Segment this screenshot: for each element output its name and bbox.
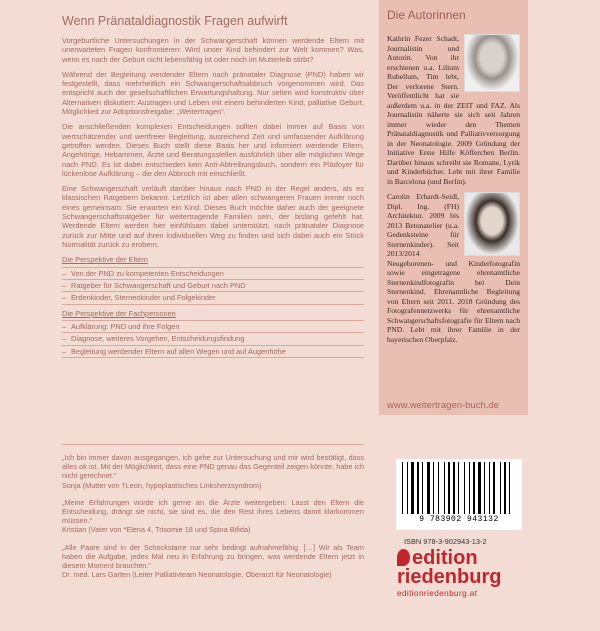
author-bio-text: Kathrin Fezer Schadt, Journalistin und Autorin. Von ihr erschienen u.a. Lilium Rubellum, Tim lebt, Der verlorene Stern. Veröffentlicht hat sie außerdem u.a. in der ZEIT und FAZ. Als Journalistin näherte sie sich seit Jahren immer wieder den Themen Pränataldiagnostik und Palliativversorgung in der Neonatologie. 2009 Gründung der Initiative Erste Hilfe Köfferchen Berlin. Darüber hinaus schreibt sie Romane, Lyrik und Kinderbücher. Lebt mit ihrer Familie in Barcelona (und Berlin). bbox=[387, 34, 520, 186]
barcode-bar bbox=[478, 462, 481, 514]
barcode-bar bbox=[448, 462, 450, 514]
list-item: – Erdenkinder, Sternenkinder und Folgekinder bbox=[62, 292, 364, 304]
barcode-bar bbox=[440, 462, 443, 514]
barcode-bar bbox=[464, 462, 465, 514]
quote-author: Kristian (Vater von *Elena 4, Trisomie 18 und Spina Bifida) bbox=[62, 525, 251, 535]
barcode-bar bbox=[491, 462, 492, 514]
author-bio-2 bbox=[379, 192, 528, 344]
barcode-bar bbox=[444, 462, 445, 514]
author-portrait-photo bbox=[464, 192, 520, 256]
barcode-bar bbox=[451, 462, 452, 514]
quote-author: Dr. med. Lars Garten (Leiter Palliativteam Neonatologie, Oberarzt für Neonatologie) bbox=[62, 570, 332, 580]
author-portrait-photo bbox=[464, 34, 520, 92]
barcode-bar bbox=[446, 462, 447, 514]
professionals-list bbox=[62, 320, 364, 358]
blurb-paragraph: Während der Begleitung werdender Eltern nach pränataler Diagnose (PND) haben wir festgestellt, dass mehrheitlich ein Schwangerschaftsabbruch vorgenommen wird. Das entspricht auch der gesellschaftlichen Erwartungshaltung. Nur selten wird konstruktiv über Alternativen diskutiert: Austragen und Leben mit einem behinderten Kind, palliative Geburt, Möglichkeit zur Adoptionsfreigabe: „Weitertragen“. bbox=[62, 69, 364, 117]
quote-text: „Ich bin immer davon ausgegangen, ich gehe zur Untersuchung und mir wird bestätigt, dass alles ok ist. Mit der Möglichkeit, dass eine PND genau das Gegenteil zeigen könnte, habe ich nicht gerechnet.“ bbox=[62, 453, 364, 481]
authors-heading: Die Autorinnen bbox=[387, 8, 466, 22]
blurb-paragraph: Vorgeburtliche Untersuchungen in der Schwangerschaft können werdende Eltern mit unerwarteten Fragen konfrontieren: Wird unser Kind behindert zur Welt kommen? Was, wenn es nach der Geburt nicht lebensfähig ist oder noch im Mutterleib stirbt? bbox=[62, 36, 364, 64]
barcode-bar bbox=[486, 462, 488, 514]
barcode-bar bbox=[507, 462, 508, 514]
barcode-bar bbox=[484, 462, 485, 514]
barcode-bar bbox=[417, 462, 419, 514]
barcode-bar bbox=[433, 462, 434, 514]
barcode-bar bbox=[473, 462, 475, 514]
barcode-bars bbox=[402, 462, 516, 514]
testimonial-quote bbox=[62, 453, 364, 490]
publisher-name-line1: edition bbox=[412, 547, 478, 569]
barcode-bar bbox=[435, 462, 437, 514]
isbn-label: ISBN 978-3-902943-13-2 bbox=[404, 537, 487, 546]
barcode-bar bbox=[409, 462, 410, 514]
barcode-bar bbox=[431, 462, 432, 514]
parents-list bbox=[62, 267, 364, 305]
publisher-url[interactable]: editionriedenburg.at bbox=[397, 589, 478, 598]
barcode-bar bbox=[407, 462, 408, 514]
quotes-divider bbox=[62, 444, 364, 445]
quote-text: „Alle Paare sind in der Schockstarre nur sehr bedingt aufnahmefähig. […] Wir als Team haben die Aufgabe, jedes Mal neu in Erfahrung zu bringen, was werdende Eltern jetzt in diesem Moment brauchen.“ bbox=[62, 542, 364, 571]
quote-author: Sonja (Mutter von †Leon, hypoplastisches Linksherzsyndrom) bbox=[62, 480, 262, 490]
barcode-bar bbox=[456, 462, 457, 514]
list-item: – Von der PND zu kompetenten Entscheidungen bbox=[62, 267, 364, 280]
barcode-bar bbox=[415, 462, 416, 514]
authors-sidebar bbox=[379, 0, 528, 415]
barcode-bar bbox=[427, 462, 430, 514]
barcode-bar bbox=[411, 462, 414, 514]
quote-text: „Meine Erfahrungen würde ich gerne an die Ärzte weitergeben: Lasst den Eltern die Entscheidung, drängt sie nicht, sie sind es, die den Rest ihres Lebens damit klarkommen müssen.“ bbox=[62, 497, 364, 526]
blurb-paragraph: Die anschließenden komplexen Entscheidungen sollten dabei immer auf Basis von wertschätzender und wertfreier Begleitung, ausreichend Zeit und umfassender Aufklärung getroffen werden. Dieses Buch stellt diese Basis her und informiert werdende Eltern, Angehörige, Hebammen, Ärzte und Beratungsstellen ausführlich über alle möglichen Wege nach PND. Es ist dabei entschieden kein Anti-Abtreibungsbuch, sondern ein Plädoyer für lückenlose Aufklärung – die den Abbruch mit einschließt. bbox=[62, 122, 364, 178]
testimonial-quote bbox=[62, 543, 364, 580]
list-item: – Diagnose, weiteres Vorgehen, Entscheidungsfindung bbox=[62, 333, 364, 345]
website-link[interactable]: www.weitertragen-buch.de bbox=[387, 400, 499, 411]
barcode-bar bbox=[476, 462, 477, 514]
barcode-bar bbox=[471, 462, 472, 514]
isbn-barcode bbox=[396, 459, 522, 530]
barcode-number: 9 783902 943132 bbox=[419, 515, 499, 524]
list-item: – Ratgeber für Schwangerschaft und Geburt nach PND bbox=[62, 280, 364, 292]
list-item: – Begleitung werdender Eltern auf allen Wegen und auf Augenhöhe bbox=[62, 346, 364, 358]
publisher-mark-icon bbox=[397, 549, 410, 566]
barcode-bar bbox=[438, 462, 439, 514]
barcode-bar bbox=[466, 462, 468, 514]
barcode-bar bbox=[422, 462, 423, 514]
barcode-bar bbox=[500, 462, 501, 514]
list-item: – Aufklärung: PND und ihre Folgen bbox=[62, 320, 364, 333]
blurb-paragraph: Eine Schwangerschaft verläuft darüber hinaus nach PND in der Regel anders, als es klassischen Ratgebern bekannt. Letztlich ist aber allen schwangeren Frauen immer noch eines gemeinsam: Sie erwarten ein Kind. Dieses Buch möchte daher auch der geeignete Schwangerschaftsratgeber für weitertragende Familien sein, der bislang gefehlt hat. Werdende Eltern werden hier einfühlsam dabei unterstützt, nach pränataler Diagnose zurück zur Mitte und auf ihren individuellen Weg zu finden und sich dabei auch ein Stück Normalität zurück zu erobern. bbox=[62, 184, 364, 249]
barcode-bar bbox=[469, 462, 470, 514]
barcode-bar bbox=[509, 462, 510, 514]
author-bio-text: Carolin Erhardt-Seidl, Dipl. Ing. (FH) Architektur. 2009 bis 2013 Betonatelier (u.a. Gedenksteine für Sternenkinder). Seit 2013/2014 Neugeborenen- und Kinderfotografin sowie eingetragene ehrenamtliche Sternenkindfotografin bei Dein Sternenkind. Ehrenamtliche Begleitung von Eltern seit 2011. 2018 Gründung des Fotografennetzwerks für ehrenamtliche Schwangerschaftsfotografie für Eltern nach PND. Lebt mit ihrer Familie in der bayerischen Oberpfalz. bbox=[387, 192, 520, 344]
blurb-title: Wenn Pränataldiagnostik Fragen aufwirft bbox=[62, 14, 288, 28]
barcode-bar bbox=[482, 462, 483, 514]
publisher-logo bbox=[397, 549, 527, 598]
publisher-name-line2: riedenburg bbox=[397, 566, 502, 588]
author-bio-1 bbox=[379, 34, 528, 186]
barcode-bar bbox=[489, 462, 490, 514]
barcode-bar bbox=[453, 462, 455, 514]
barcode-bar bbox=[404, 462, 406, 514]
barcode-bar bbox=[496, 462, 499, 514]
barcode-bar bbox=[458, 462, 459, 514]
barcode-bar bbox=[402, 462, 403, 514]
barcode-bar bbox=[460, 462, 463, 514]
parents-section-heading: Die Perspektive der Eltern bbox=[62, 255, 148, 265]
barcode-bar bbox=[504, 462, 506, 514]
barcode-bar bbox=[424, 462, 426, 514]
barcode-bar bbox=[420, 462, 421, 514]
quotes-section bbox=[62, 453, 364, 587]
testimonial-quote bbox=[62, 498, 364, 535]
blurb-column bbox=[62, 14, 364, 362]
professionals-section-heading: Die Perspektive der Fachpersonen bbox=[62, 308, 176, 318]
barcode-bar bbox=[493, 462, 495, 514]
barcode-bar bbox=[502, 462, 503, 514]
